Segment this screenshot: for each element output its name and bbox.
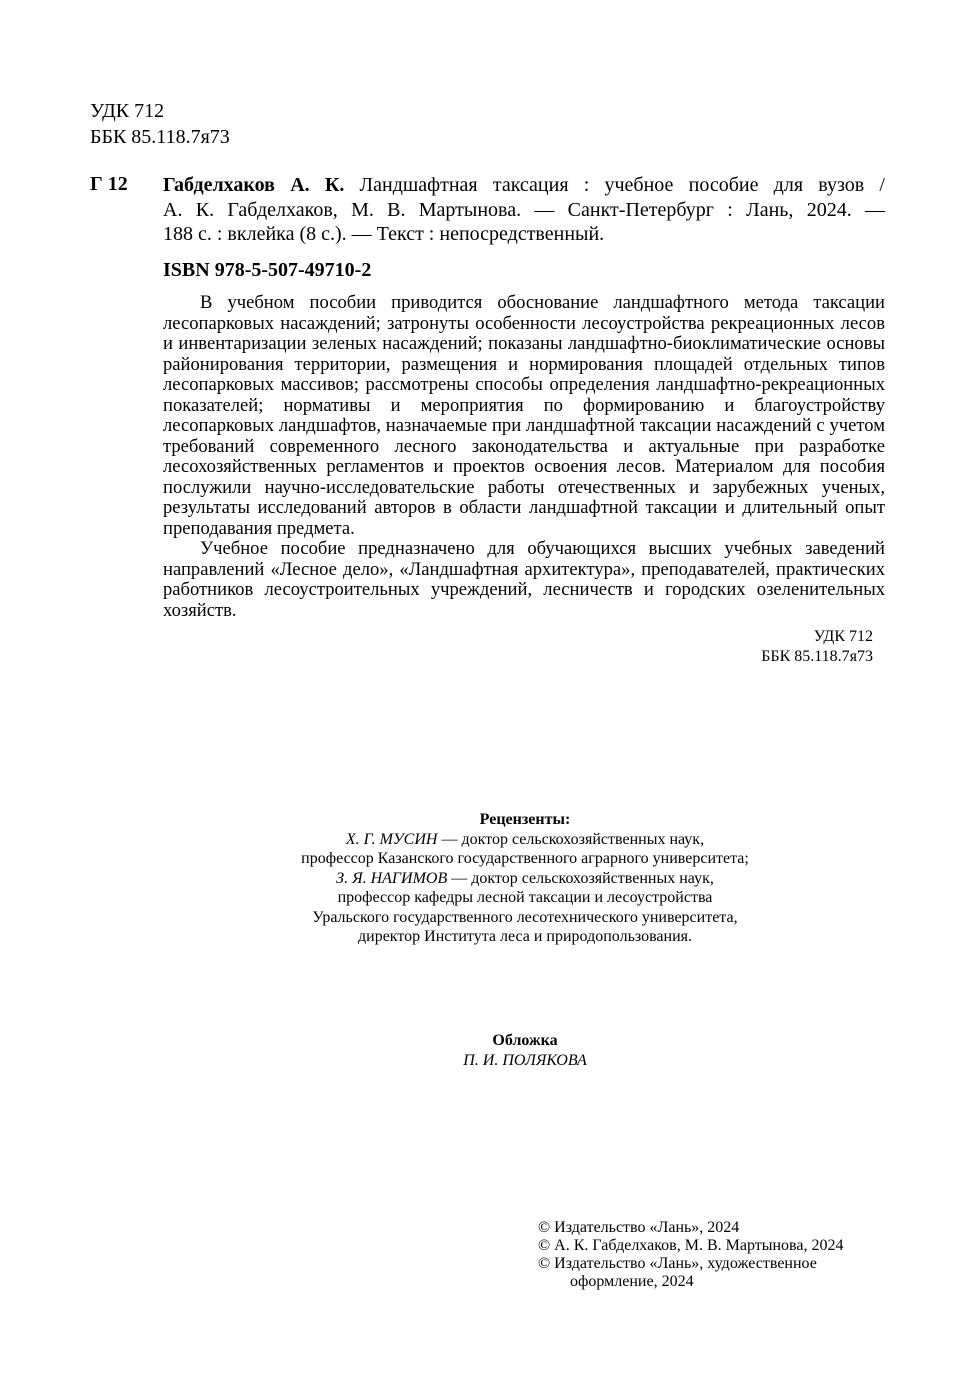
author-name: Габделхаков А. К. (163, 174, 345, 196)
reviewers-block (225, 810, 825, 947)
reviewer-2-university: Уральского государственного лесотехнического университета, (312, 908, 738, 926)
bibliographic-line-3: 188 с. : вклейка (8 с.). — Текст : непосредственный. (163, 223, 605, 245)
classification-codes (90, 98, 230, 150)
udk-code: УДК 712 (90, 100, 165, 122)
right-udk-code: УДК 712 (813, 628, 873, 645)
reviewer-2 (225, 869, 825, 889)
copyright-block (538, 1219, 843, 1291)
book-title: Ландшафтная таксация : учебное пособие для вузов / (344, 174, 885, 196)
bibliographic-record (163, 173, 885, 247)
reviewers-heading: Рецензенты: (479, 811, 571, 828)
bbk-code: ББК 85.118.7я73 (90, 126, 230, 148)
reviewer-1-position: профессор Казанского государственного аграрного университета; (301, 850, 749, 867)
cover-designer: П. И. ПОЛЯКОВА (463, 1051, 587, 1069)
right-bbk-code: ББК 85.118.7я73 (761, 647, 873, 665)
reviewer-2-name: З. Я. НАГИМОВ (336, 869, 448, 887)
right-classification-codes (740, 627, 873, 666)
reviewer-1-degree: — доктор сельскохозяйственных наук, (437, 830, 705, 848)
bibliographic-line-2: А. К. Габделхаков, М. В. Мартынова. — Санкт-Петербург : Лань, 2024. — (163, 198, 885, 221)
copyright-authors: © А. К. Габделхаков, М. В. Мартынова, 2024 (538, 1237, 844, 1254)
annotation-paragraph-2: Учебное пособие предназначено для обучающихся высших учебных заведений направлений «Лесное дело», «Ландшафтная архитектура», преподавателей, практических работников лесоустроительных учреждений, лесничеств и городских озеленительных хозяйств. (163, 538, 885, 621)
reviewer-1-name: Х. Г. МУСИН (345, 830, 438, 848)
annotation-paragraph-1: В учебном пособии приводится обоснование ландшафтного метода таксации лесопарковых насаждений; затронуты особенности лесоустройства рекреационных лесов и инвентаризации зеленых насаждений; показаны ландшафтно-биоклиматические основы районирования территории, размещения и нормирования площадей отдельных типов лесопарковых массивов; рассмотрены способы определения ландшафтно-рекреационных показателей; нормативы и мероприятия по формированию и благоустройству лесопарковых ландшафтов, назначаемые при ландшафтной таксации насаждений с учетом требований современного лесного законодательства и актуальные при разработке лесохозяйственных регламентов и проектов освоения лесов. Материалом для пособия послужили научно-исследовательские работы отечественных и зарубежных ученых, результаты исследований авторов в области ландшафтной таксации и длительный опыт преподавания предмета. (163, 292, 885, 539)
reviewer-2-position: профессор кафедры лесной таксации и лесоустройства (337, 889, 713, 906)
reviewer-1 (225, 830, 825, 850)
cover-credit (325, 1031, 725, 1070)
reviewer-2-director: директор Института леса и природопользования. (357, 928, 693, 945)
author-mark: Г 12 (90, 173, 128, 195)
reviewer-2-degree: — доктор сельскохозяйственных наук, (447, 869, 714, 887)
copyright-design-cont: оформление, 2024 (570, 1273, 694, 1290)
copyright-publisher: © Издательство «Лань», 2024 (538, 1219, 740, 1236)
copyright-design: © Издательство «Лань», художественное (538, 1255, 817, 1272)
annotation (163, 293, 885, 621)
isbn: ISBN 978-5-507-49710-2 (163, 259, 372, 281)
cover-heading: Обложка (492, 1032, 558, 1049)
